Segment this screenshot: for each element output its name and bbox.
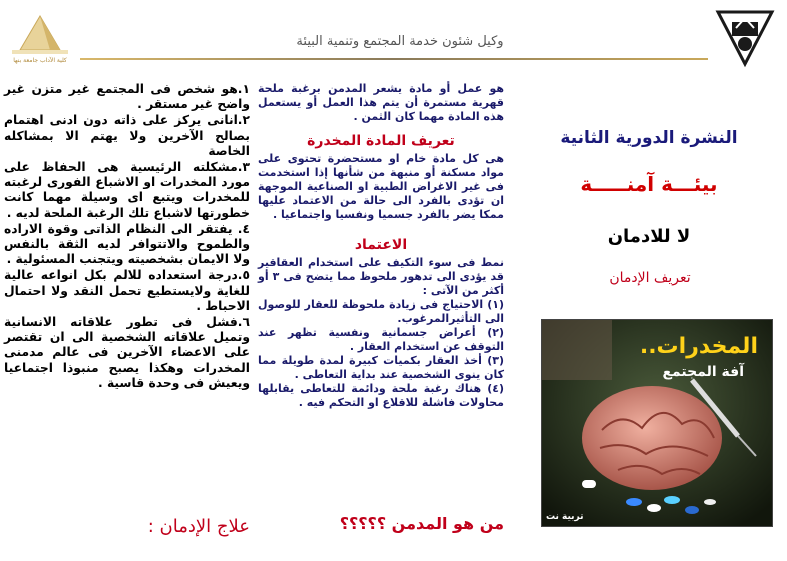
- list-item: (٣) أخذ العقار بكميات كبيرة لمدة طويلة مما كان ينوى الشخصية عند بداية التعاطى .: [258, 354, 504, 381]
- who-is-addict-heading: من هو المدمن ؟؟؟؟؟: [339, 514, 504, 533]
- dependence-text: نمط فى سوء التكيف على استخدام العقاقير قد يؤدى الى تدهور ملحوظ مما يتضح فى ٣ أو أكثر من الآتى :: [258, 256, 504, 297]
- list-item: ٦.فشل فى تطور علاقاته الانسانية وتميل علاقاته الشخصية الى ان تقتصر على الاعضاء الآخرين فى عالم مدمنى المخدرات وهكذا يصبح منبوذا اجتماعيا ويعيش فى وحدة قاسية .: [4, 315, 250, 390]
- poster-title: المخدرات..: [639, 334, 758, 359]
- header-divider: [80, 58, 708, 60]
- list-item: ٥.درجة استعداده للالم بكل انواعه عالية للغاية ولايستطيع تحمل النقد ولا احتمال الاحباط .: [4, 268, 250, 313]
- list-item: ٢.انانى يركز على ذاته دون ادنى اهتمام بصالح الآخرين ولا يهتم الا بمشاكله الخاصة: [4, 113, 250, 158]
- drug-definition-heading: تعريف المادة المخدرة: [307, 133, 455, 149]
- header-title: وكيل شئون خدمة المجتمع وتنمية البيئة: [296, 34, 504, 49]
- addict-traits-list: [4, 82, 250, 392]
- list-item: (٢) أعراض جسمانية ونفسية تظهر عند التوقف عن استخدام العقار .: [258, 326, 504, 353]
- list-item: ١.هو شخص فى المجتمع غير متزن غير واضح غير مستقر .: [4, 82, 250, 112]
- university-seal-icon: [710, 6, 780, 70]
- bulletin-title: النشرة الدورية الثانية: [560, 128, 738, 148]
- addiction-intro-text: هو عمل أو مادة يشعر المدمن برغبة ملحة قهرية مستمرة أن يتم هذا العمل أو يستعمل هذه المادة مهما كان الثمن .: [258, 82, 504, 123]
- safe-environment-title: بيئـــة آمنـــــة: [580, 172, 718, 196]
- poster-tag: تربية نت: [546, 512, 584, 522]
- svg-text:كلية الآداب جامعة بنها: كلية الآداب جامعة بنها: [13, 57, 67, 64]
- drugs-poster: [541, 319, 773, 527]
- list-item: ٣.مشكلته الرئيسية هى الحفاظ على مورد المخدرات او الاشباع الفورى لرغبته للمخدرات ويتبع اى وسيلة مهما كانت خطورتها لاشباع تلك الرغبة الملحة لديه .: [4, 160, 250, 220]
- faculty-logo: [6, 10, 74, 66]
- no-addiction-slogan: لا للادمان: [607, 226, 691, 247]
- list-item: (٤) هناك رغبة ملحة ودائمة للتعاطى يقابلها محاولات فاشلة للاقلاع او التحكم فيه .: [258, 382, 504, 409]
- pyramid-logo-icon: [6, 10, 74, 66]
- header: [0, 0, 787, 70]
- addiction-definition-heading: تعريف الإدمان: [609, 270, 691, 286]
- treatment-heading: علاج الإدمان :: [147, 516, 250, 537]
- university-logo: [710, 6, 780, 70]
- poster-subtitle: آفة المجتمع: [662, 364, 744, 380]
- definitions-column: [258, 82, 504, 410]
- list-item: ٤. يفتقر الى النظام الذاتى وقوة الاراده والطموح والاتتوافر لديه الثقة بالنفس ولا الايمان بشخصيته ويتجنب المسئولية .: [4, 221, 250, 267]
- drug-definition-text: هى كل مادة خام او مستحضرة تحتوى على مواد مسكنة أو منبهة من شأنها إذا استخدمت فى غير الاغراض الطبية او الصناعية الموجهة ان تؤدى بالفرد الى حالة من الاعتماد عليها ممكا يضر بالفرد جسميا ونفسيا واجتماعيا .: [258, 152, 504, 221]
- list-item: (١) الاحتياج فى زيادة ملحوظة للعقار للوصول الى التأثيرالمرغوب.: [258, 298, 504, 325]
- dependence-heading: الاعتماد: [354, 237, 408, 253]
